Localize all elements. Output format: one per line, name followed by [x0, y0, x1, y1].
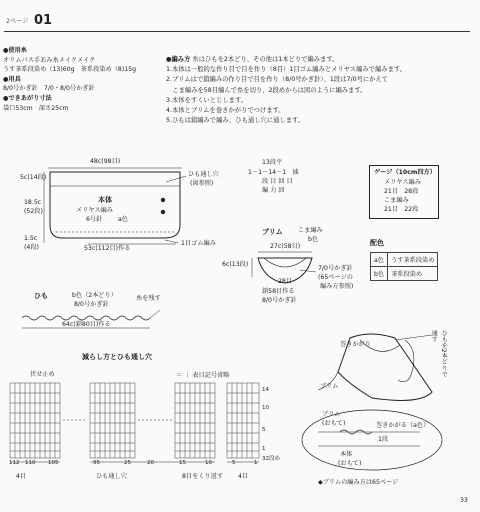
finish-ellipse [302, 410, 442, 470]
brim-right3: 編み方参照) [320, 283, 354, 290]
decrease-row2: 段 目 回 目 [262, 178, 293, 185]
yarn-name: オリムパス手あみ糸メイクメイク [3, 56, 96, 64]
brim-width: 27c(58目) [270, 243, 301, 250]
finish-body: 本体 [340, 451, 353, 458]
tools-value: 8/0号かぎ針 7/0・8/0号かぎ針 [3, 85, 95, 93]
gauge-count1: 21目 28段 [384, 188, 419, 195]
decrease-row1: 1－1－14－1 減 [248, 169, 299, 176]
finish-brim-a: ブリム [320, 383, 339, 390]
chart-num-15: 15 [179, 460, 186, 466]
instructions-title: ●編み方 [166, 56, 191, 63]
finish-cord-note: ひもを2本どりで [440, 330, 448, 378]
step-2b: こま編みを58目編んで糸を切り、2段めからは図のように編みます。 [166, 86, 367, 94]
gauge-box [369, 165, 439, 219]
page-number: 33 [460, 497, 468, 504]
gauge-stitch2: こま編み [384, 197, 409, 204]
body-color: a色 [118, 216, 128, 223]
brim-cast: 鎖58目作る [262, 288, 295, 295]
chart-num-112: 112 [9, 460, 20, 466]
body-rib-label: 1目ゴム編み [181, 240, 216, 247]
body-left-bottom: 1.5c [24, 235, 38, 242]
step-5: 5.ひもは鎖編みで編み、ひも通し穴に通します。 [166, 117, 305, 125]
body-hole-label: ひも通し穴 [188, 171, 219, 178]
chart-label-repeat: 8目をくり返す [182, 473, 224, 480]
cord-length: 64c(鎖80目)作る [62, 321, 111, 328]
color-key: a色 [371, 253, 388, 267]
body-outline [50, 172, 180, 238]
cord-color: b色（2本どり） [72, 292, 117, 299]
brim-count: 28目 [278, 278, 293, 285]
finish-brim-front: (おもて) [322, 420, 346, 427]
chart-row-32: 32段め [262, 456, 280, 462]
step-4: 4.本体とブリムを巻きかがりでつけます。 [166, 107, 285, 115]
step-3: 3.本体をすくいとじします。 [166, 96, 248, 104]
gauge-stitch1: メリヤス編み [384, 179, 421, 186]
finish-brim-b: ブリム [322, 411, 341, 418]
brim-color: b色 [308, 236, 319, 243]
color-row [371, 253, 438, 267]
chart-fuse-label: 伏せ止め [30, 371, 55, 378]
body-needle: 6号針 [86, 216, 103, 223]
color-table-title: 配色 [370, 239, 384, 247]
finish-row: 1段 [378, 436, 389, 443]
chart-num-110: 110 [25, 460, 36, 466]
size-value: 袋口53cm 深さ25cm [3, 104, 69, 112]
page-label: 2ページ [6, 18, 29, 25]
body-left-mid: 18.5c [24, 199, 42, 206]
body-cast-on: 53c(112目)作る [84, 245, 131, 252]
body-width-top: 48c(98目) [90, 158, 121, 165]
finish-stitch: 巻きかがる（a色） [376, 422, 430, 429]
chart-row-5: 5 [262, 427, 266, 433]
cord-title: ひも [34, 292, 48, 300]
pattern-number: 01 [34, 13, 53, 28]
body-left-bottom2: (4段) [24, 244, 39, 251]
decrease-row3: 編 力 回 [262, 187, 285, 194]
color-row [371, 267, 438, 281]
chart-grids [10, 383, 259, 458]
cord-needle: 8/0号かぎ針 [74, 301, 109, 308]
brim-right1: 7/0号かぎ針 [318, 265, 353, 272]
body-left-top: 5c(14段) [20, 174, 47, 181]
chart-legend: ＝ ｜ 表目記号省略 [176, 372, 230, 379]
brim-stitch: こま編み [298, 227, 323, 234]
color-key: b色 [371, 267, 388, 281]
finish-thread: 通す [430, 330, 438, 343]
chart-num-95: 95 [93, 460, 100, 466]
chart-num-5: 5 [232, 460, 236, 466]
chart-title: 減らし方とひも通し穴 [82, 353, 152, 361]
chart-label-4: 4目 [16, 473, 27, 480]
brim-needle: 8/0号かぎ針 [262, 297, 297, 304]
color-value: 茶系段染め [388, 267, 438, 281]
color-value: うす茶系段染め [388, 253, 438, 267]
chart-num-1: 1 [254, 460, 258, 466]
finish-body-front: (おもて) [338, 460, 362, 467]
tools-heading: ●用具 [3, 75, 21, 83]
brim-title: ブリム [262, 228, 283, 236]
step-2: 2.ブリムはで鎖編みの作り目で目を作り（8/0号かぎ針）、1段は7/0号にかえて [166, 76, 389, 84]
body-left-mid2: (52段) [24, 208, 43, 215]
chart-num-105: 105 [48, 460, 59, 466]
brim-right2: (65ページの [318, 274, 353, 281]
body-stitch: メリヤス編み [76, 207, 113, 214]
brim-left: 6c(13段) [222, 261, 249, 268]
step-1: 1.本体は一般的な作り目で目を作り（8目）1目ゴム編みとメリヤス編みで編みます。 [166, 66, 406, 74]
instructions-note: 糸はひもを2本どり、その他は1本どりで編みます。 [192, 56, 339, 63]
size-heading: ●できあがり寸法 [3, 94, 52, 102]
decrease-header: 13段平 [262, 159, 283, 166]
color-table [370, 252, 438, 281]
cord-chain [22, 316, 150, 320]
finish-note: ◆ブリムの編み方は65ページ [318, 479, 399, 486]
cord-end-label: 糸を残す [136, 295, 161, 302]
chart-num-10: 10 [205, 460, 212, 466]
chart-label-4b: 4目 [238, 473, 249, 480]
chart-row-1: 1 [262, 446, 266, 452]
gauge-count2: 21目 22段 [384, 206, 419, 213]
chart-row-14: 14 [262, 387, 269, 393]
body-hole-ref: (図参照) [190, 180, 214, 187]
chart-num-20: 20 [147, 460, 154, 466]
finish-kagari: 巻きかがり [340, 341, 371, 348]
chart-row-10: 10 [262, 405, 269, 411]
chart-num-25: 25 [124, 460, 131, 466]
yarn-amount: うす茶系段染め（13)60g 茶系段染め（8)15g [3, 66, 137, 74]
body-title: 本体 [98, 196, 112, 204]
chart-label-hole: ひも通し穴 [96, 473, 127, 480]
gauge-title: ゲージ（10cm四方） [374, 169, 436, 176]
materials-heading: ●使用糸 [3, 47, 27, 54]
